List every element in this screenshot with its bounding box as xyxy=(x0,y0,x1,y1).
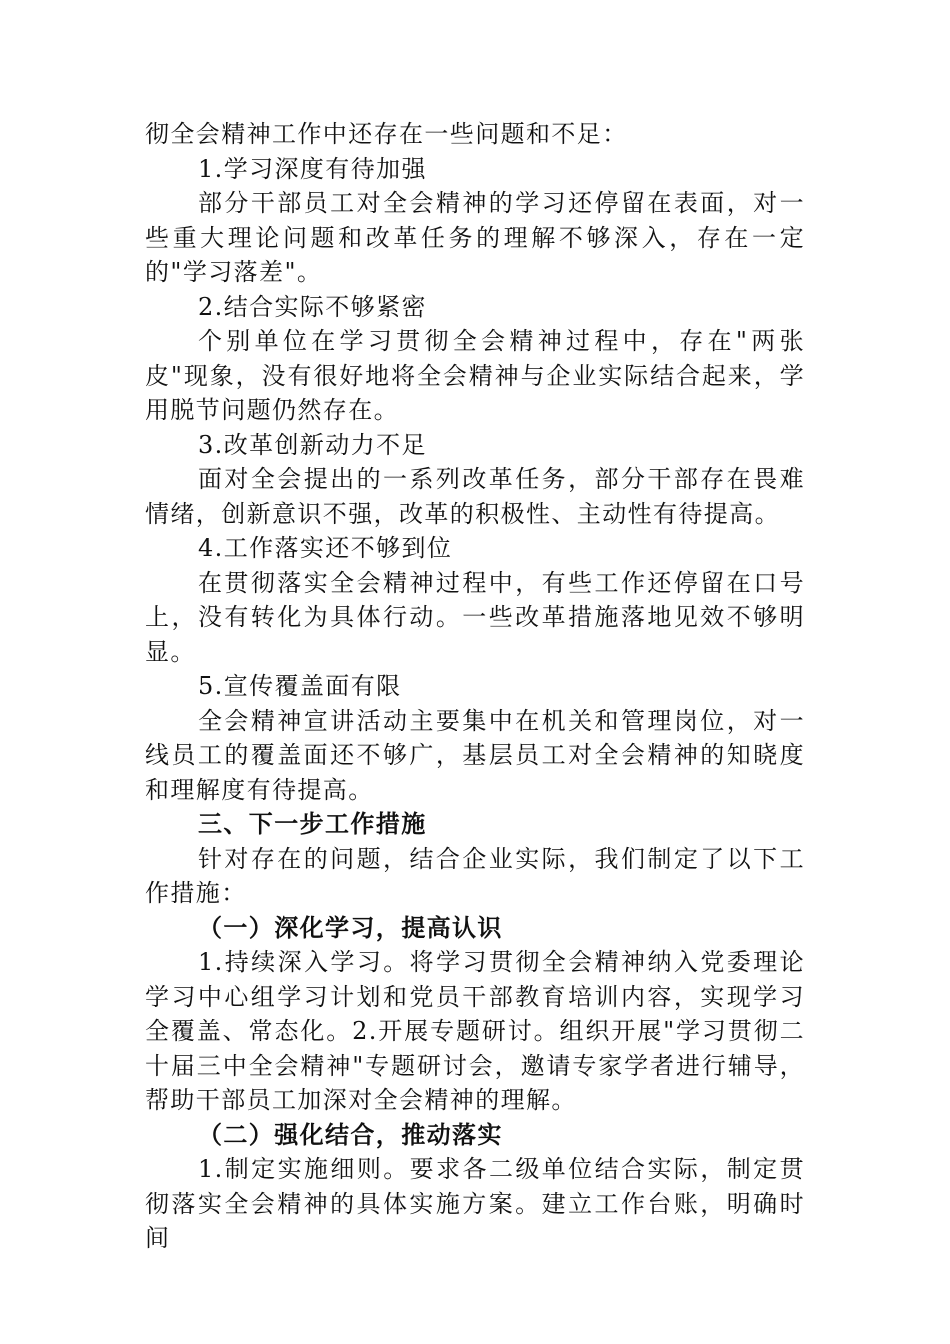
measure-1-body: 1.持续深入学习。将学习贯彻全会精神纳入党委理论学习中心组学习计划和党员干部教育培训内容，实现学习全覆盖、常态化。2.开展专题研讨。组织开展"学习贯彻二十届三中全会精神"专题研讨会，邀请专家学者进行辅导，帮助干部员工加深对全会精神的理解。 xyxy=(145,948,805,1114)
issue-2-body: 个别单位在学习贯彻全会精神过程中，存在"两张皮"现象，没有很好地将全会精神与企业实际结合起来，学用脱节问题仍然存在。 xyxy=(145,327,805,424)
issue-3-title: 3.改革创新动力不足 xyxy=(198,430,427,459)
issue-4-title: 4.工作落实还不够到位 xyxy=(198,534,453,562)
measure-2-heading: （二）强化结合，推动落实 xyxy=(198,1119,503,1149)
measure-1-heading: （一）深化学习，提高认识 xyxy=(198,912,503,942)
paragraph-continuation: 彻全会精神工作中还存在一些问题和不足： xyxy=(145,120,628,148)
section-heading: 三、下一步工作措施 xyxy=(198,809,427,838)
issue-5-title: 5.宣传覆盖面有限 xyxy=(198,672,402,700)
document-page xyxy=(145,117,805,1256)
measure-2-body: 1.制定实施细则。要求各二级单位结合实际，制定贯彻落实全会精神的具体实施方案。建立工作台账，明确时间 xyxy=(145,1155,805,1252)
issue-1-body: 部分干部员工对全会精神的学习还停留在表面，对一些重大理论问题和改革任务的理解不够深入，存在一定的"学习落差"。 xyxy=(145,189,805,286)
section-intro: 针对存在的问题，结合企业实际，我们制定了以下工作措施： xyxy=(145,844,805,907)
issue-2-title: 2.结合实际不够紧密 xyxy=(198,292,427,321)
issue-1-title: 1.学习深度有待加强 xyxy=(198,154,427,183)
issue-3-body: 面对全会提出的一系列改革任务，部分干部存在畏难情绪，创新意识不强，改革的积极性、主动性有待提高。 xyxy=(145,465,805,528)
issue-5-body: 全会精神宣讲活动主要集中在机关和管理岗位，对一线员工的覆盖面还不够广，基层员工对全会精神的知晓度和理解度有待提高。 xyxy=(145,706,805,804)
issue-4-body: 在贯彻落实全会精神过程中，有些工作还停留在口号上，没有转化为具体行动。一些改革措施落地见效不够明显。 xyxy=(145,568,805,666)
